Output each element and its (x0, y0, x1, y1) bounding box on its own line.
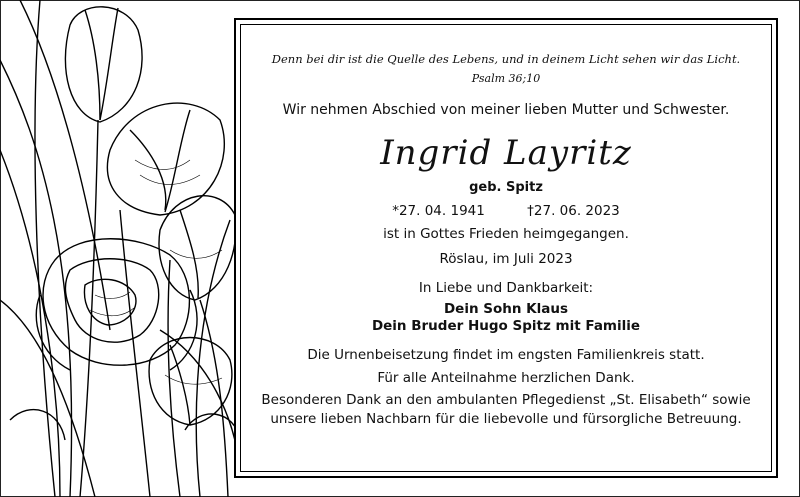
obituary-notice (248, 30, 764, 428)
deceased-name: Ingrid Layritz (380, 132, 632, 173)
special-thanks-line-2: unsere lieben Nachbarn für die liebevolle und fürsorgliche Betreuung. (270, 411, 742, 428)
passing-text: ist in Gottes Frieden heimgegangen. (383, 226, 629, 243)
maiden-name: geb. Spitz (469, 180, 543, 196)
gratitude-text: In Liebe und Dankbarkeit: (418, 280, 594, 296)
tulip-illustration (0, 0, 240, 497)
thanks-text: Für alle Anteilnahme herzlichen Dank. (377, 369, 635, 386)
verse-reference: Psalm 36;10 (471, 72, 541, 86)
birth-date: *27. 04. 1941 (392, 203, 485, 220)
life-dates (248, 203, 764, 220)
burial-text: Die Urnenbeisetzung findet im engsten Familienkreis statt. (307, 346, 705, 363)
bible-verse: Denn bei dir ist die Quelle des Lebens, und in deinem Licht sehen wir das Licht. (271, 52, 741, 66)
mourner-brother: Dein Bruder Hugo Spitz mit Familie (371, 317, 641, 334)
mourner-son: Dein Sohn Klaus (443, 300, 569, 317)
place-date: Röslau, im Juli 2023 (439, 251, 573, 268)
special-thanks-line-1: Besonderen Dank an den ambulanten Pflegedienst „St. Elisabeth“ sowie (261, 392, 751, 409)
intro-text: Wir nehmen Abschied von meiner lieben Mutter und Schwester. (282, 102, 730, 119)
death-date: †27. 06. 2023 (527, 203, 620, 220)
